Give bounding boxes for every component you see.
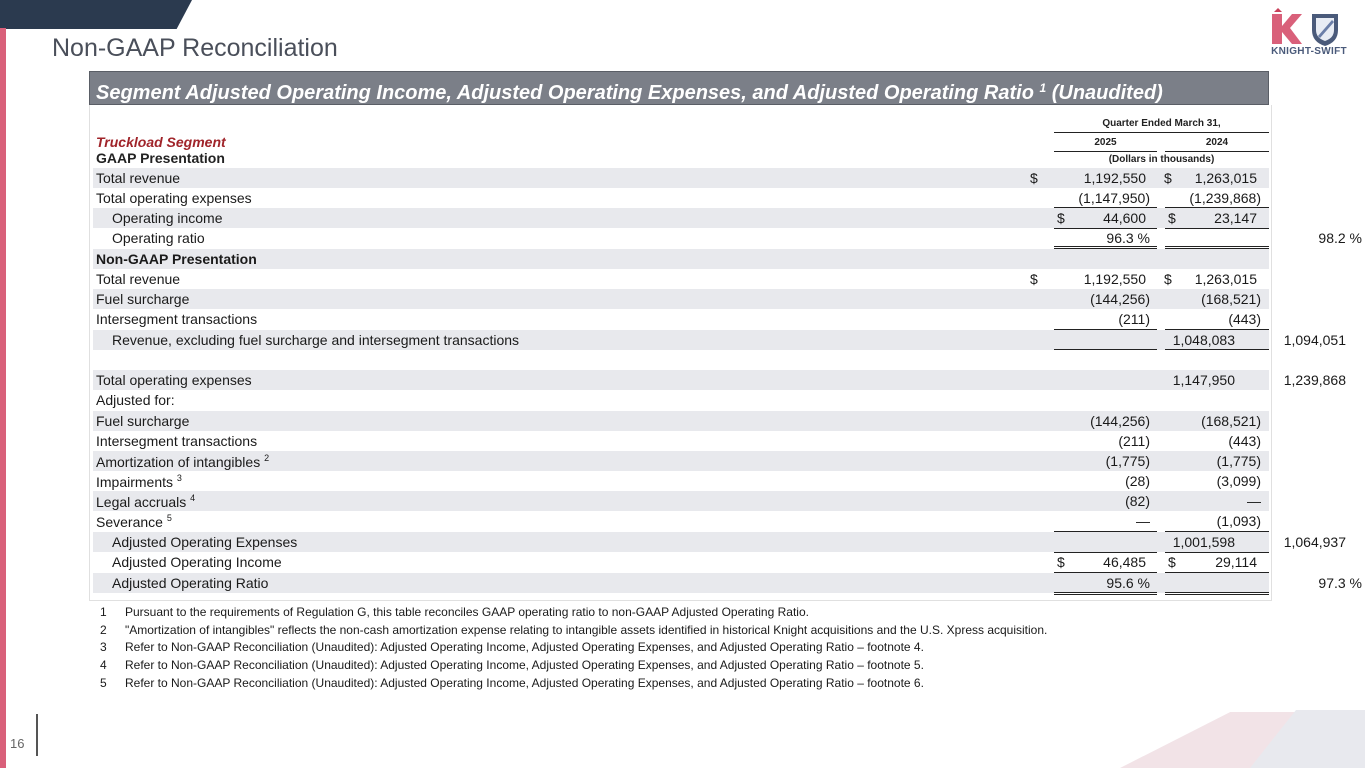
row-label: Total revenue [96, 271, 181, 287]
value-2025: 95.6 % [1106, 575, 1150, 591]
table-row [93, 390, 1269, 410]
nongaap-heading: Non-GAAP Presentation [96, 251, 257, 267]
banner-footnote-ref: 1 [1039, 81, 1047, 95]
footnote-ref: 4 [190, 493, 196, 503]
table-row [93, 309, 1269, 329]
row-label: Adjusted Operating Ratio [112, 575, 269, 591]
column-header-2024: 2024 [1205, 137, 1229, 148]
table-row [93, 370, 1346, 390]
value-2025: (28) [1125, 473, 1150, 489]
dollar-sign: $ [1168, 554, 1176, 570]
top-accent-tab [0, 0, 192, 29]
row-label: Operating ratio [112, 230, 205, 246]
row-label: Adjusted for: [96, 392, 175, 408]
segment-title: Truckload Segment [96, 134, 226, 150]
banner-suffix: (Unaudited) [1051, 82, 1163, 104]
footnote-text: Pursuant to the requirements of Regulation G, this table reconciles GAAP operating ratio to non-GAAP Adjusted Operating Ratio. [125, 605, 809, 619]
footnote [100, 605, 809, 619]
row-label [96, 473, 182, 490]
footnote-number: 4 [100, 658, 107, 672]
column-rule-2024 [1165, 151, 1269, 152]
dollar-sign: $ [1164, 271, 1172, 287]
table-row [93, 573, 1362, 593]
footnote [100, 640, 924, 654]
footnote-number: 2 [100, 623, 107, 637]
value-2024: (443) [1228, 311, 1261, 327]
value-2024: 97.3 % [1318, 575, 1362, 591]
table-row [93, 511, 1269, 531]
table-row [93, 208, 1269, 228]
value-2024: (3,099) [1216, 473, 1261, 489]
dollar-sign: $ [1168, 210, 1176, 226]
row-label-text: Legal accruals [96, 494, 187, 510]
value-2024: (1,775) [1216, 453, 1261, 469]
value-2024: (1,093) [1216, 513, 1261, 529]
row-label [96, 453, 269, 470]
value-2024: 29,114 [1215, 554, 1257, 570]
dollar-sign: $ [1164, 170, 1172, 186]
footnote-ref: 3 [176, 473, 182, 483]
value-2024: 1,239,868 [1283, 372, 1346, 388]
value-2025: (1,775) [1105, 453, 1150, 469]
footnote-text: Refer to Non-GAAP Reconciliation (Unaudited): Adjusted Operating Income, Adjusted Operating Expenses, and Adjusted Operating Ratio – footnote 4. [125, 640, 924, 654]
value-2024: (168,521) [1201, 291, 1261, 307]
value-2025: (144,256) [1090, 413, 1150, 429]
row-label [96, 493, 195, 510]
page-number-divider [36, 714, 38, 756]
table-row [93, 188, 1269, 208]
value-2024: 23,147 [1214, 210, 1257, 226]
row-label: Intersegment transactions [96, 311, 258, 327]
value-2024: (168,521) [1201, 413, 1261, 429]
footnote-text: "Amortization of intangibles" reflects the non-cash amortization expense relating to intangible assets identified in historical Knight acquisitions and the U.S. Xpress acquisition. [125, 623, 1048, 637]
value-2025: 1,001,598 [1172, 534, 1235, 550]
gaap-heading: GAAP Presentation [96, 150, 225, 166]
footnote-number: 3 [100, 640, 107, 654]
table-row [93, 249, 1269, 269]
row-label: Total operating expenses [96, 190, 252, 206]
column-rule-2025 [1054, 151, 1157, 152]
value-2024: 98.2 % [1318, 230, 1362, 246]
row-label [96, 513, 172, 530]
value-2024: 1,094,051 [1283, 332, 1346, 348]
value-2025: — [1136, 513, 1150, 529]
value-2025: 96.3 % [1106, 230, 1150, 246]
footnote-text: Refer to Non-GAAP Reconciliation (Unaudited): Adjusted Operating Income, Adjusted Operating Expenses, and Adjusted Operating Ratio – footnote 5. [125, 658, 924, 672]
value-2025: (144,256) [1090, 291, 1150, 307]
footnote-ref: 2 [264, 453, 270, 463]
footnote-ref: 5 [166, 513, 172, 523]
value-2024: (443) [1228, 433, 1261, 449]
page-title: Non-GAAP Reconciliation [52, 34, 338, 62]
page-number: 16 [10, 736, 25, 751]
row-label: Total operating expenses [96, 372, 252, 388]
row-label: Adjusted Operating Income [112, 554, 282, 570]
units-label: (Dollars in thousands) [1108, 154, 1215, 165]
period-header: Quarter Ended March 31, [1102, 118, 1221, 129]
table-row [93, 431, 1269, 451]
swift-shield-icon [1312, 14, 1338, 46]
table-row [93, 330, 1346, 350]
dollar-sign: $ [1030, 271, 1038, 287]
value-2025: 1,147,950 [1172, 372, 1235, 388]
footnote [100, 676, 924, 690]
row-label: Total revenue [96, 170, 181, 186]
value-2025: (82) [1125, 493, 1150, 509]
value-2025: 1,192,550 [1083, 271, 1146, 287]
value-2025: 1,192,550 [1083, 170, 1146, 186]
dollar-sign: $ [1057, 554, 1065, 570]
row-label: Fuel surcharge [96, 413, 190, 429]
period-header-rule [1054, 132, 1269, 133]
table-row [93, 552, 1269, 572]
value-2024: 1,263,015 [1194, 271, 1257, 287]
value-2024: (1,239,868) [1189, 190, 1261, 206]
footnote-number: 5 [100, 676, 107, 690]
section-banner [89, 71, 1269, 105]
table-row-spacer [93, 350, 1269, 370]
table-row [93, 168, 1269, 188]
row-label: Intersegment transactions [96, 433, 258, 449]
column-header-2025: 2025 [1094, 137, 1117, 148]
value-2025: (211) [1118, 311, 1150, 327]
row-label: Adjusted Operating Expenses [112, 534, 298, 550]
dollar-sign: $ [1030, 170, 1038, 186]
left-accent-bar [0, 28, 6, 768]
table-row [93, 471, 1269, 491]
row-label: Revenue, excluding fuel surcharge and intersegment transactions [112, 332, 520, 348]
table-row [93, 451, 1269, 471]
value-2024: 1,263,015 [1194, 170, 1257, 186]
value-2025: (211) [1118, 433, 1150, 449]
table-row [93, 269, 1269, 289]
row-label-text: Impairments [96, 474, 174, 490]
table-row [93, 228, 1362, 248]
row-label-text: Severance [96, 514, 163, 530]
value-2025: 1,048,083 [1172, 332, 1235, 348]
row-label: Fuel surcharge [96, 291, 190, 307]
value-2025: (1,147,950) [1078, 190, 1150, 206]
value-2024: — [1247, 493, 1261, 509]
dollar-sign: $ [1057, 210, 1065, 226]
footnote-text: Refer to Non-GAAP Reconciliation (Unaudited): Adjusted Operating Income, Adjusted Operating Expenses, and Adjusted Operating Ratio – footnote 6. [125, 676, 924, 690]
banner-title: Segment Adjusted Operating Income, Adjusted Operating Expenses, and Adjusted Operating Ratio [96, 82, 1034, 104]
logo-wordmark: KNIGHT-SWIFT [1271, 46, 1347, 57]
row-label: Operating income [112, 210, 223, 226]
value-2024: 1,064,937 [1283, 534, 1346, 550]
table-row [93, 532, 1346, 552]
table-row [93, 289, 1269, 309]
footnote [100, 623, 1047, 637]
knight-k-icon [1272, 8, 1302, 44]
value-2025: 46,485 [1103, 554, 1146, 570]
value-2025: 44,600 [1103, 210, 1146, 226]
row-label-text: Amortization of intangibles [96, 454, 261, 470]
table-row [93, 491, 1269, 511]
footnote-number: 1 [100, 605, 107, 619]
table-row [93, 411, 1269, 431]
footnote [100, 658, 924, 672]
